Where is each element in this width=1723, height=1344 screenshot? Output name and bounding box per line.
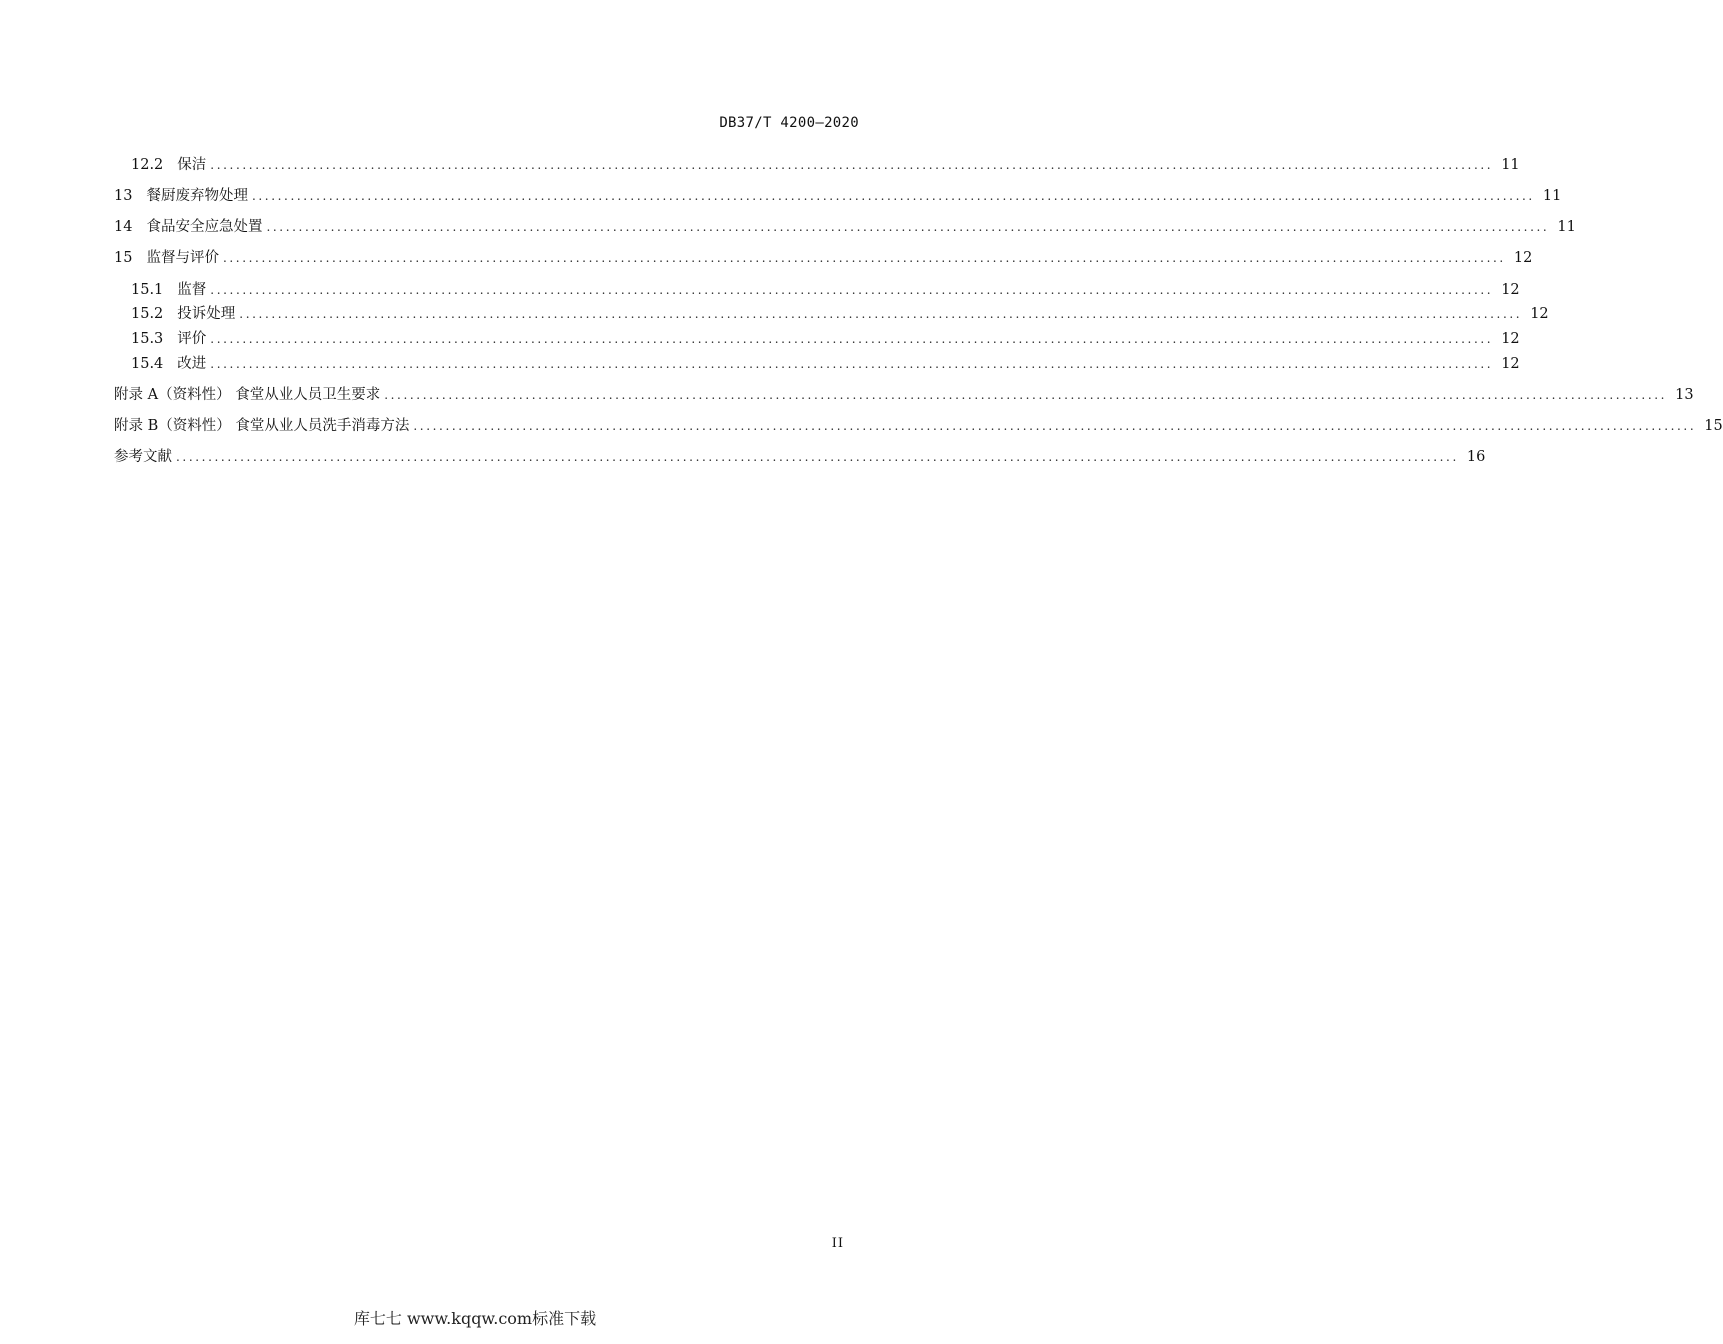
toc-entry-number: 12.2	[131, 157, 164, 173]
toc-entry-title: 评价	[177, 331, 207, 347]
toc-entry[interactable]	[114, 384, 1694, 406]
toc-entry[interactable]	[131, 303, 1549, 325]
toc-leader-dots: ........................................................................................................................................................................................................	[239, 307, 1523, 321]
toc-entry-title: 监督与评价	[146, 250, 219, 266]
toc-entry-title: 食品安全应急处置	[146, 219, 263, 235]
toc-entry-title: 投诉处理	[177, 306, 236, 322]
toc-entry-title: 参考文献	[114, 449, 172, 465]
toc-leader-dots: ........................................................................................................................................................................................................	[176, 450, 1459, 464]
toc-entry[interactable]	[131, 353, 1520, 375]
toc-leader-dots: ........................................................................................................................................................................................................	[210, 158, 1494, 172]
toc-leader-dots: ........................................................................................................................................................................................................	[210, 283, 1494, 297]
document-code: DB37/T 4200—2020	[719, 115, 859, 131]
toc-entry[interactable]	[114, 216, 1576, 238]
toc-entry-title: 附录 B（资料性） 食堂从业人员洗手消毒方法	[114, 418, 410, 434]
toc-entry[interactable]	[131, 154, 1520, 176]
toc-entry-page: 11	[1557, 219, 1576, 235]
toc-entry-number: 14	[114, 219, 133, 235]
toc-entry-page: 12	[1530, 306, 1549, 322]
page-number: II	[831, 1236, 844, 1251]
toc-entry-title: 餐厨废弃物处理	[146, 188, 248, 204]
toc-entry-page: 12	[1501, 282, 1520, 298]
toc-entry[interactable]	[131, 328, 1520, 350]
toc-entry-page: 12	[1501, 356, 1520, 372]
toc-entry-page: 13	[1675, 387, 1694, 403]
watermark-text: 库七七 www.kqqw.com标准下载	[353, 1309, 597, 1328]
toc-leader-dots: ........................................................................................................................................................................................................	[222, 251, 1506, 265]
toc-entry-page: 16	[1466, 449, 1486, 465]
toc-leader-dots: ........................................................................................................................................................................................................	[384, 388, 1668, 402]
toc-entry[interactable]	[131, 279, 1520, 301]
toc-leader-dots: ........................................................................................................................................................................................................	[251, 189, 1535, 203]
toc-leader-dots: ........................................................................................................................................................................................................	[413, 419, 1697, 433]
toc-leader-dots: ........................................................................................................................................................................................................	[266, 220, 1550, 234]
toc-entry-number: 15.1	[131, 282, 164, 298]
toc-entry-page: 12	[1513, 250, 1533, 266]
toc-entry-title: 附录 A（资料性） 食堂从业人员卫生要求	[114, 387, 381, 403]
toc-entry-number: 15.4	[131, 356, 164, 372]
toc-leader-dots: ........................................................................................................................................................................................................	[210, 332, 1494, 346]
toc-leader-dots: ........................................................................................................................................................................................................	[210, 357, 1494, 371]
toc-entry-page: 11	[1501, 157, 1520, 173]
toc-entry-title: 保洁	[177, 157, 207, 173]
toc-entry-title: 监督	[177, 282, 207, 298]
toc-entry-page: 11	[1542, 188, 1562, 204]
toc-entry[interactable]	[114, 446, 1486, 468]
toc-entry-number: 13	[114, 188, 133, 204]
toc-entry[interactable]	[114, 415, 1723, 437]
toc-entry-title: 改进	[177, 356, 207, 372]
toc-entry-number: 15	[114, 250, 133, 266]
toc-entry-number: 15.2	[131, 306, 164, 322]
toc-entry-page: 15	[1704, 418, 1723, 434]
toc-entry[interactable]	[114, 185, 1562, 207]
toc-entry-page: 12	[1501, 331, 1520, 347]
toc-entry[interactable]	[114, 247, 1533, 269]
toc-entry-number: 15.3	[131, 331, 164, 347]
